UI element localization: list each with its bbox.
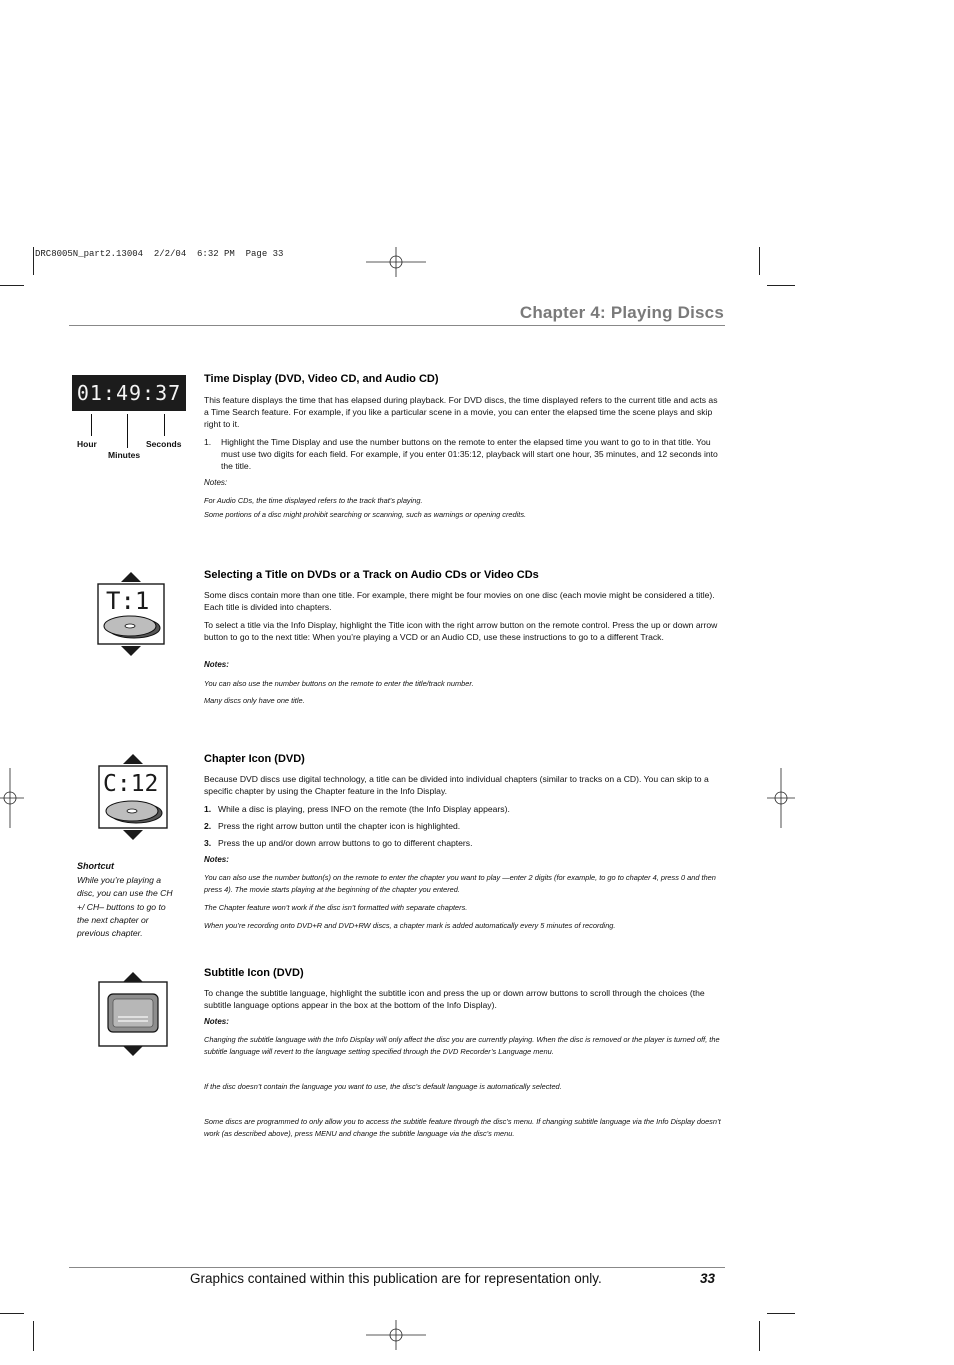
chapter-notes-label: Notes: (204, 855, 229, 864)
header-rule (69, 325, 725, 326)
chapter-step-3: 3. Press the up and/or down arrow buttons to go to different chapters. (204, 838, 473, 848)
select-title-body-2: To select a title via the Info Display, highlight the Title icon with the right arrow button on the remote control. Press the up or down arrow button to go to the next title: When you’re playing a VCD or an Audio CD, use these instructions to go to a different Track. (204, 620, 718, 642)
chapter-step-2: 2. Press the right arrow button until the chapter icon is highlighted. (204, 821, 461, 831)
chapter-icon-body: Because DVD discs use digital technology, a title can be divided into individual chapters (similar to tracks on a CD). You can skip to a specific chapter by using the Chapter feature in the Info Display. (204, 774, 709, 796)
page-number: 33 (700, 1271, 716, 1286)
time-display-notes-label: Notes: (204, 478, 228, 487)
printer-slug: DRC8005N_part2.13004 2/2/04 6:32 PM Page 33 (35, 249, 284, 259)
time-display-step-1: 1. Highlight the Time Display and use the number buttons on the remote to enter the elapsed time you want to go to in that title. You must use two digits for each field. For example, if you enter 01:35:12, playback will start one hour, 35 minutes, and 12 seconds into the title. (204, 437, 718, 471)
title-icon-label: T:1 (106, 587, 150, 615)
subtitle-icon (96, 970, 170, 1058)
chapter-icon (96, 752, 170, 842)
section-title-time-display: Time Display (DVD, Video CD, and Audio CD) (204, 373, 439, 385)
label-hour: Hour (77, 439, 97, 449)
registration-mark-left (0, 768, 24, 828)
time-display-note-2: Some portions of a disc might prohibit searching or scanning, such as warnings or opening credits. (204, 510, 527, 519)
footer-rule (69, 1267, 725, 1268)
select-title-note-2: Many discs only have one title. (204, 696, 305, 705)
registration-mark-top (366, 247, 426, 277)
chapter-note-3: When you’re recording onto DVD+R and DVD+RW discs, a chapter mark is added automatically every 5 minutes of recording. (204, 921, 616, 930)
subtitle-note-1: Changing the subtitle language with the Info Display will only affect the disc you are currently playing. When the disc is removed or the player is turned off, the subtitle language will revert to the language setting specified through the DVD Recorder’s Language menu. (204, 1035, 720, 1056)
time-display-lcd: 01:49:37 (72, 375, 186, 411)
chapter-step-1: 1. While a disc is playing, press INFO on the remote (the Info Display appears). (204, 804, 510, 814)
select-title-body-1: Some discs contain more than one title. For example, there might be four movies on one disc (each movie might be considered a title). Each title is divided into chapters. (204, 590, 715, 612)
time-display-note-1: For Audio CDs, the time displayed refers to the track that’s playing. (204, 496, 423, 505)
section-title-select-title: Selecting a Title on DVDs or a Track on Audio CDs or Video CDs (204, 569, 539, 581)
select-title-notes-label: Notes: (204, 660, 229, 669)
subtitle-icon-body: To change the subtitle language, highlight the subtitle icon and press the up or down arrow buttons to scroll through the choices (the subtitle language options appear in the box at the bottom of the Info Display). (204, 988, 705, 1010)
select-title-note-1: You can also use the number buttons on the remote to enter the title/track number. (204, 679, 474, 688)
section-title-subtitle-icon: Subtitle Icon (DVD) (204, 967, 304, 979)
footer-disclaimer: Graphics contained within this publication are for representation only. (190, 1271, 602, 1286)
registration-mark-right (767, 768, 795, 828)
chapter-title: Chapter 4: Playing Discs (519, 303, 724, 322)
time-display-body: This feature displays the time that has elapsed during playback. For DVD discs, the time displayed refers to the current title and acts as a Time Search feature. For example, if you like a particular scene in a movie, you can enter the elapsed time the scene plays and skip right to it. (204, 395, 718, 429)
subtitle-note-2: If the disc doesn’t contain the language you want to use, the disc’s default language is automatically selected. (204, 1082, 562, 1091)
chapter-note-2: The Chapter feature won’t work if the disc isn’t formatted with separate chapters. (204, 903, 468, 912)
subtitle-notes-label: Notes: (204, 1017, 229, 1026)
chapter-icon-label: C:12 (103, 771, 159, 797)
title-icon (94, 570, 168, 658)
label-minutes: Minutes (108, 450, 141, 460)
label-seconds: Seconds (146, 439, 182, 449)
section-title-chapter-icon: Chapter Icon (DVD) (204, 753, 305, 765)
chapter-note-1: You can also use the number button(s) on the remote to enter the chapter you want to play —enter 2 digits (for example, to go to chapter 4, press 0 and then press 4). The movie starts playing at the beginning of the chapter you entered. (204, 873, 716, 894)
subtitle-note-3: Some discs are programmed to only allow you to access the subtitle feature through the disc’s menu. If changing subtitle language via the Info Display doesn’t work (as described above), press MENU and change the subtitle language via the disc’s menu. (204, 1117, 721, 1138)
shortcut-text: While you’re playing a disc, you can use the CH +/ CH– buttons to go to the next chapter or previous chapter. (77, 875, 173, 939)
shortcut-heading: Shortcut (77, 861, 114, 871)
registration-mark-bottom (366, 1320, 426, 1350)
